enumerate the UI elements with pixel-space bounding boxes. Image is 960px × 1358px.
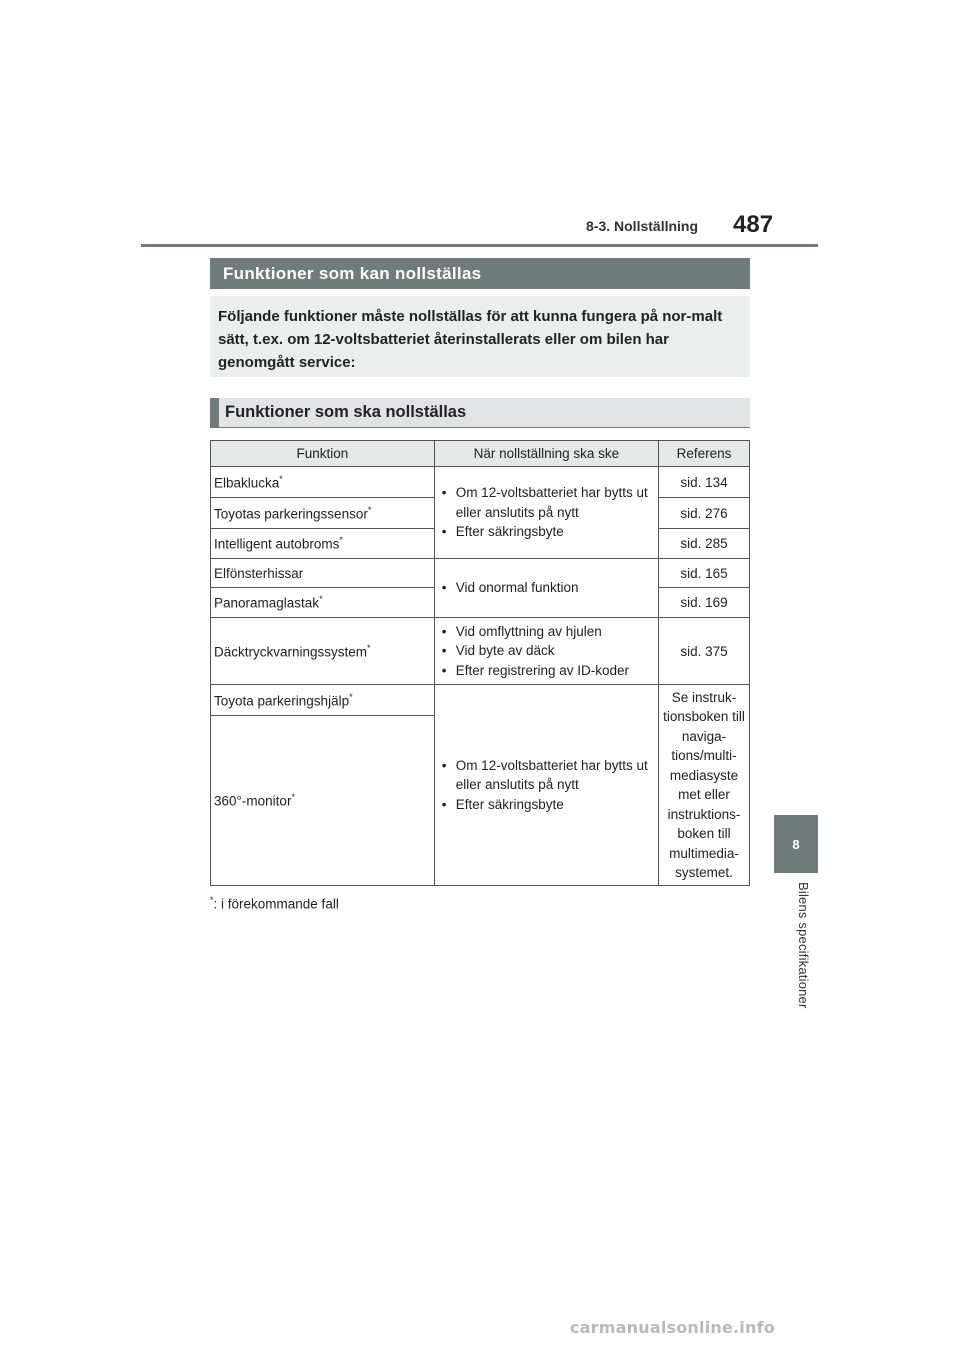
table-row xyxy=(211,618,750,685)
footnote-marker: * xyxy=(339,535,343,546)
footnote-marker: * xyxy=(367,642,371,653)
intro-text: Följande funktioner måste nollställas för att kunna fungera på nor-malt sätt, t.ex. om 12-voltsbatteriet återinstallerats eller om bilen har genomgått service: xyxy=(210,296,750,377)
function-cell: Toyotas parkeringssensor* xyxy=(211,498,435,529)
list-item: • Efter säkringsbyte xyxy=(442,522,655,542)
footnote-text: : i förekommande fall xyxy=(213,896,339,912)
footnote xyxy=(210,895,339,912)
header-divider xyxy=(141,244,818,247)
section-title: 8-3. Nollställning xyxy=(586,218,699,234)
watermark: carmanualsonline.info xyxy=(570,1318,775,1337)
list-item: • Vid onormal funktion xyxy=(442,578,655,598)
table-row xyxy=(211,467,750,498)
function-cell: Elfönsterhissar xyxy=(211,559,435,588)
page-number: 487 xyxy=(733,211,774,238)
footnote-marker: * xyxy=(367,504,372,515)
function-cell: Däcktryckvarningssystem* xyxy=(211,618,435,685)
table-header-row xyxy=(211,441,750,467)
when-cell xyxy=(434,559,658,618)
column-header-reference: Referens xyxy=(659,441,750,467)
function-cell: Panoramaglastak* xyxy=(211,588,435,618)
list-item: • Efter säkringsbyte xyxy=(442,795,655,815)
list-item: • Vid byte av däck xyxy=(442,641,655,661)
section-banner: Funktioner som kan nollställas xyxy=(210,258,750,289)
reference-link[interactable]: sid. 169 xyxy=(659,588,750,618)
footnote-marker: * xyxy=(349,691,353,702)
list-item: • Om 12-voltsbatteriet har bytts ut eller anslutits på nytt xyxy=(442,756,655,795)
chapter-title: Bilens specifikationer xyxy=(796,882,811,1009)
function-cell: Intelligent autobroms* xyxy=(211,529,435,559)
reference-link[interactable]: sid. 165 xyxy=(659,559,750,588)
table-heading: Funktioner som ska nollställas xyxy=(210,398,750,428)
table-row xyxy=(211,559,750,588)
list-item: • Efter registrering av ID-koder xyxy=(442,661,655,681)
table-row xyxy=(211,685,750,716)
column-header-when: När nollställning ska ske xyxy=(434,441,658,467)
list-item: • Vid omflyttning av hjulen xyxy=(442,622,655,642)
footnote-marker: * xyxy=(319,594,323,605)
reference-link[interactable]: sid. 134 xyxy=(659,467,750,498)
footnote-marker: * xyxy=(279,473,283,484)
footnote-marker: * xyxy=(210,895,214,905)
reference-note: Se instruk-tionsboken till naviga-tions/multi-mediasyste met eller instruktions-boken till multimedia-systemet. xyxy=(659,685,750,886)
chapter-tab[interactable]: 8 xyxy=(774,815,818,873)
when-cell xyxy=(434,685,658,886)
column-header-function: Funktion xyxy=(211,441,435,467)
reference-link[interactable]: sid. 276 xyxy=(659,498,750,529)
when-cell xyxy=(434,467,658,559)
footnote-marker: * xyxy=(291,792,295,803)
function-cell: Elbaklucka* xyxy=(211,467,435,498)
function-cell: Toyota parkeringshjälp* xyxy=(211,685,435,716)
reference-link[interactable]: sid. 285 xyxy=(659,529,750,559)
list-item: • Om 12-voltsbatteriet har bytts ut eller anslutits på nytt xyxy=(442,483,655,522)
reference-link[interactable]: sid. 375 xyxy=(659,618,750,685)
when-cell xyxy=(434,618,658,685)
function-cell: 360°-monitor* xyxy=(211,716,435,886)
reset-functions-table xyxy=(210,440,750,886)
